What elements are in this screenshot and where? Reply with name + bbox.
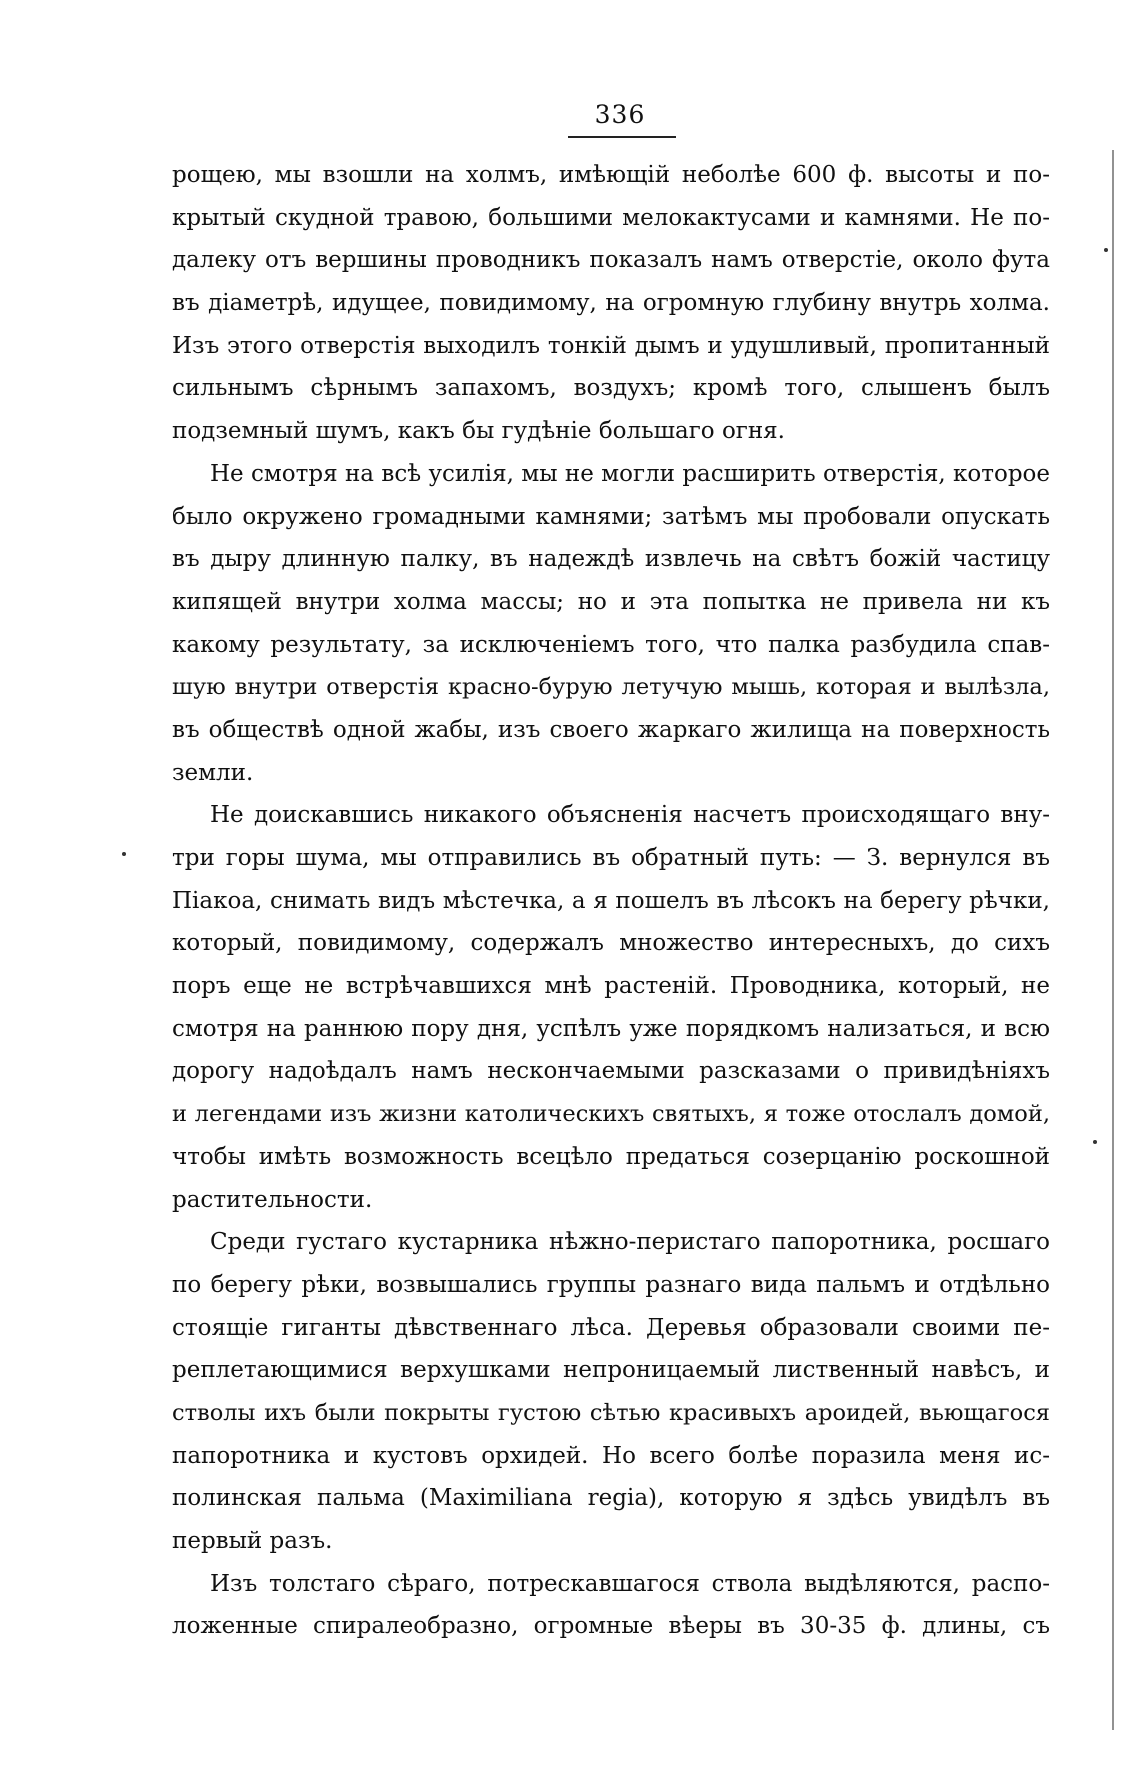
- text-line: подземный шумъ, какъ бы гудѣніе большаго огня.: [172, 418, 785, 445]
- text-line: далеку отъ вершины проводникъ показалъ намъ отверстіе, около фута: [172, 247, 1050, 274]
- text-line: крытый скудной травою, большими мелокактусами и камнями. Не по-: [172, 204, 1050, 231]
- text-line: Среди густаго кустарника нѣжно-перистаго папоротника, росшаго: [210, 1229, 1050, 1256]
- text-line: было окружено громадными камнями; затѣмъ мы пробовали опускать: [172, 503, 1050, 530]
- text-line: растительности.: [172, 1186, 373, 1213]
- text-line: Не смотря на всѣ усилія, мы не могли расширить отверстія, которое: [210, 460, 1050, 487]
- text-line: Изъ этого отверстія выходилъ тонкій дымъ и удушливый, пропитанный: [172, 332, 1050, 359]
- text-line: сильнымъ сѣрнымъ запахомъ, воздухъ; кромѣ того, слышенъ былъ: [172, 375, 1050, 402]
- text-line: Піакоа, снимать видъ мѣстечка, а я пошелъ въ лѣсокъ на берегу рѣчки,: [172, 887, 1050, 914]
- page-number-rule: [568, 136, 676, 138]
- text-line: въ діаметрѣ, идущее, повидимому, на огромную глубину внутрь холма.: [172, 290, 1050, 317]
- text-line: полинская пальма (Maximiliana regia), которую я здѣсь увидѣлъ въ: [172, 1485, 1050, 1512]
- text-line: чтобы имѣть возможность всецѣло предаться созерцанію роскошной: [172, 1143, 1050, 1170]
- text-line: шую внутри отверстія красно-бурую летучую мышь, которая и вылѣзла,: [172, 674, 1050, 701]
- text-line: стоящіе гиганты дѣвственнаго лѣса. Деревья образовали своими пе-: [172, 1314, 1050, 1341]
- text-line: Не доискавшись никакого объясненія насчетъ происходящаго вну-: [210, 802, 1050, 829]
- text-line: какому результату, за исключеніемъ того, что палка разбудила спав-: [172, 631, 1050, 658]
- text-line: Изъ толстаго сѣраго, потрескавшагося ствола выдѣляются, распо-: [210, 1570, 1050, 1597]
- text-line: по берегу рѣки, возвышались группы разнаго вида пальмъ и отдѣльно: [172, 1271, 1050, 1298]
- page-edge-line: [1112, 150, 1114, 1730]
- text-line: стволы ихъ были покрыты густою сѣтью красивыхъ ароидей, вьющагося: [172, 1399, 1050, 1426]
- text-line: ложенные спиралеобразно, огромные вѣеры въ 30-35 ф. длины, съ: [172, 1613, 1050, 1640]
- text-line: первый разъ.: [172, 1528, 333, 1554]
- text-line: и легендами изъ жизни католическихъ святыхъ, я тоже отослалъ домой,: [172, 1101, 1050, 1128]
- text-line: три горы шума, мы отправились въ обратный путь: — З. вернулся въ: [172, 845, 1050, 871]
- page-number: 336: [594, 100, 646, 129]
- text-line: который, повидимому, содержалъ множество интересныхъ, до сихъ: [172, 930, 1050, 957]
- text-line: папоротника и кустовъ орхидей. Но всего болѣе поразила меня ис-: [172, 1442, 1050, 1469]
- text-line: реплетающимися верхушками непроницаемый лиственный навѣсъ, и: [172, 1357, 1050, 1384]
- text-line: поръ еще не встрѣчавшихся мнѣ растеній. Проводника, который, не: [172, 973, 1050, 1000]
- print-speck: [122, 852, 126, 856]
- text-line: кипящей внутри холма массы; но и эта попытка не привела ни къ: [172, 588, 1050, 615]
- body-text: [172, 154, 1050, 1648]
- text-line: рощею, мы взошли на холмъ, имѣющій неболѣе 600 ф. высоты и по-: [172, 162, 1050, 188]
- text-line: смотря на раннюю пору дня, успѣлъ уже порядкомъ нализаться, и всю: [172, 1015, 1050, 1042]
- text-line: въ дыру длинную палку, въ надеждѣ извлечь на свѣтъ божій частицу: [172, 546, 1050, 573]
- print-speck: [1104, 248, 1108, 252]
- print-speck: [1093, 1140, 1097, 1144]
- text-line: дорогу надоѣдалъ намъ нескончаемыми разсказами о привидѣніяхъ: [172, 1058, 1050, 1085]
- text-line: въ обществѣ одной жабы, изъ своего жаркаго жилища на поверхность: [172, 716, 1050, 743]
- text-line: земли.: [172, 759, 254, 786]
